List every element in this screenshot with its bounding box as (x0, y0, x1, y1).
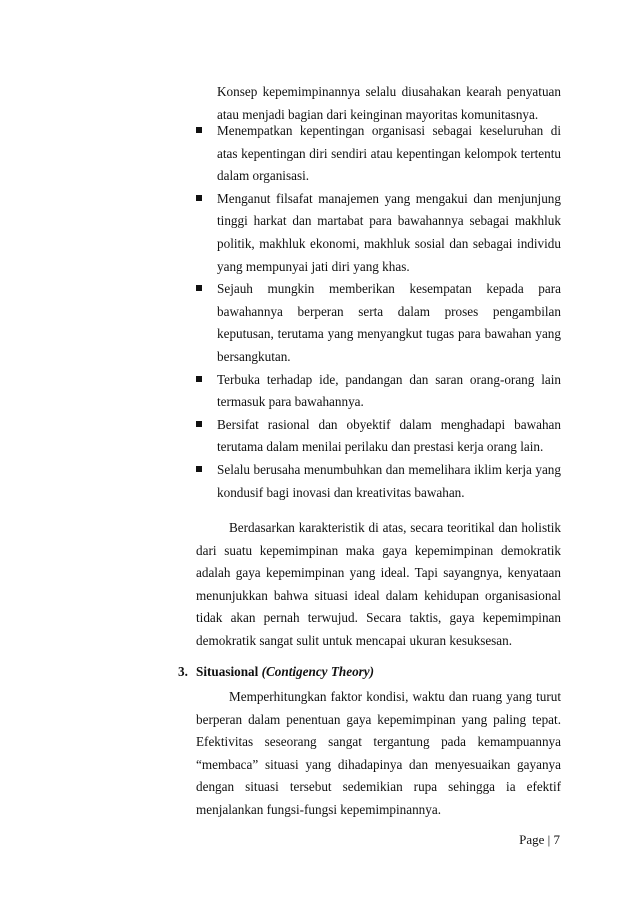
paragraph-situational: Memperhitungkan faktor kondisi, waktu dan ruang yang turut berperan dalam penentuan gaya kepemimpinan yang paling tepat. Efektivitas seseorang sangat tergantung pada kemampuannya “membaca” situasi yang dihadapinya dan menyesuaikan gayanya dengan situasi tersebut sedemikian rupa sehingga ia efektif menjalankan fungsi-fungsi kepemimpinannya. (196, 689, 561, 817)
list-item: Menempatkan kepentingan organisasi sebagai keseluruhan di atas kepentingan diri sendiri atau kepentingan kelompok tertentu dalam organisasi. (196, 120, 561, 188)
list-item: Menganut filsafat manajemen yang mengakui dan menjunjung tinggi harkat dan martabat para bawahannya sebagai makhluk politik, makhluk ekonomi, makhluk sosial dan sebagai individu yang mempunyai jati diri yang khas. (196, 188, 561, 278)
list-item: Terbuka terhadap ide, pandangan dan saran orang-orang lain termasuk para bawahannya. (196, 369, 561, 414)
page-number: Page | 7 (519, 832, 560, 847)
section-number: 3. (178, 664, 188, 679)
list-item: Bersifat rasional dan obyektif dalam menghadapi bawahan terutama dalam menilai perilaku dan prestasi kerja orang lain. (196, 414, 561, 459)
continuation-text: Konsep kepemimpinannya selalu diusahakan kearah penyatuan atau menjadi bagian dari keinginan mayoritas komunitasnya. (217, 84, 561, 122)
section-heading (178, 661, 374, 684)
bullet-list (196, 120, 561, 504)
section-title: Situasional (196, 664, 259, 679)
list-item: Sejauh mungkin memberikan kesempatan kepada para bawahannya berperan serta dalam proses pengambilan keputusan, terutama yang menyangkut tugas para bawahan yang bersangkutan. (196, 278, 561, 368)
paragraph-conclusion: Berdasarkan karakteristik di atas, secara teoritikal dan holistik dari suatu kepemimpinan maka gaya kepemimpinan demokratik adalah gaya kepemimpinan yang ideal. Tapi sayangnya, kenyataan menunjukkan bahwa situasi ideal dalam kehidupan organisasional tidak akan pernah terwujud. Secara taktis, gaya kepemimpinan demokratik sangat sulit untuk mencapai ukuran kesuksesan. (196, 520, 561, 648)
section-subtitle: (Contigency Theory) (261, 664, 375, 679)
list-item: Selalu berusaha menumbuhkan dan memelihara iklim kerja yang kondusif bagi inovasi dan kreativitas bawahan. (196, 459, 561, 504)
